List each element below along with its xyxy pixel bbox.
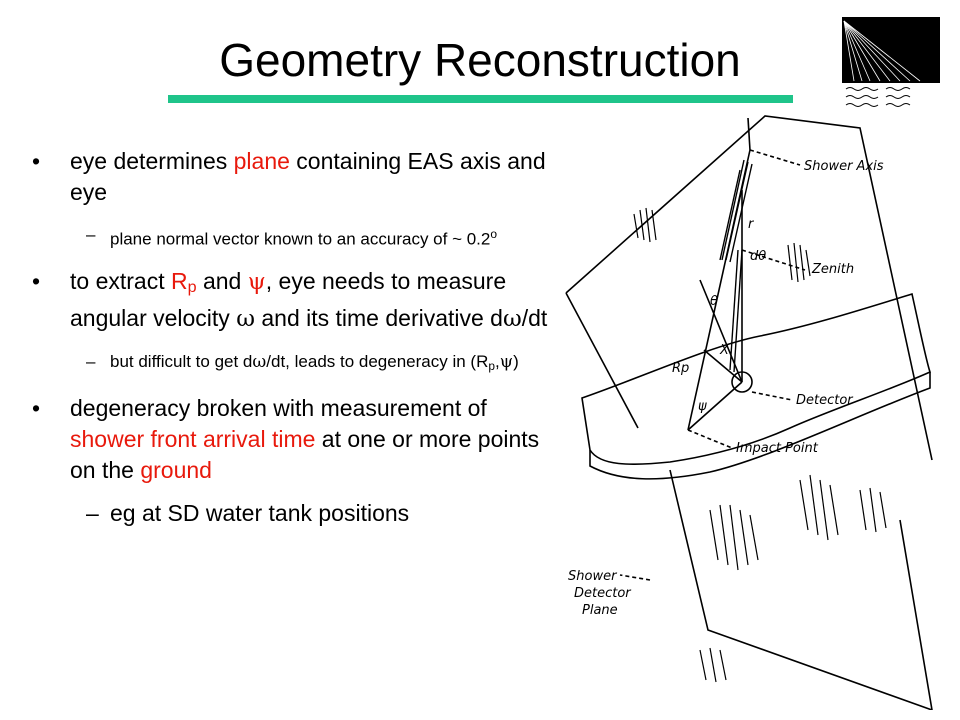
sdp-outline-bottom	[566, 293, 638, 428]
subbullet-sd-tanks: – eg at SD water tank positions	[86, 499, 410, 526]
label-impact-point: Impact Point	[736, 441, 818, 456]
label-r-vector: r	[748, 217, 754, 232]
title-underline	[168, 95, 793, 103]
slide-title: Geometry Reconstruction	[219, 34, 741, 86]
subbullet-degeneracy: – but difficult to get dω/dt, leads to degeneracy in $(R_p,\psi)$	[86, 351, 519, 373]
bullet-degeneracy-broken: • degeneracy broken with measurement of shower front arrival time at one or more points on the ground	[28, 393, 548, 486]
highlight-arrival-time: shower front arrival time	[70, 425, 316, 452]
bullet-extract: • to extract Rp and ψ, eye needs to measure angular velocity ω and its time derivative dω/dt	[28, 266, 548, 335]
ground-slab	[582, 294, 930, 464]
ground-slab-edge	[590, 372, 930, 479]
highlight-ground: ground	[140, 456, 212, 483]
label-chi: X	[720, 343, 729, 358]
label-plane-line1: Shower	[568, 569, 617, 584]
bullet-plane: • eye determines plane containing EAS axis and eye	[28, 146, 548, 208]
label-zenith: Zenith	[812, 262, 855, 277]
label-rp: Rp	[672, 361, 690, 376]
highlight-plane: plane	[233, 148, 290, 174]
label-plane-line2: Detector	[574, 586, 631, 601]
bullet-list	[28, 146, 548, 529]
label-psi: ψ	[698, 399, 707, 414]
label-shower-axis: Shower Axis	[804, 159, 884, 174]
label-detector: Detector	[796, 393, 853, 408]
subbullet-normal-vector: – plane normal vector known to an accuracy of ~ 0.2$^o$	[86, 225, 498, 249]
sdp-outline-lower	[670, 470, 932, 710]
observatory-logo	[840, 17, 940, 109]
label-dtheta: dθ	[750, 249, 767, 264]
label-theta: θ	[710, 294, 718, 309]
geometry-diagram	[560, 110, 945, 710]
label-plane-line3: Plane	[582, 603, 618, 618]
